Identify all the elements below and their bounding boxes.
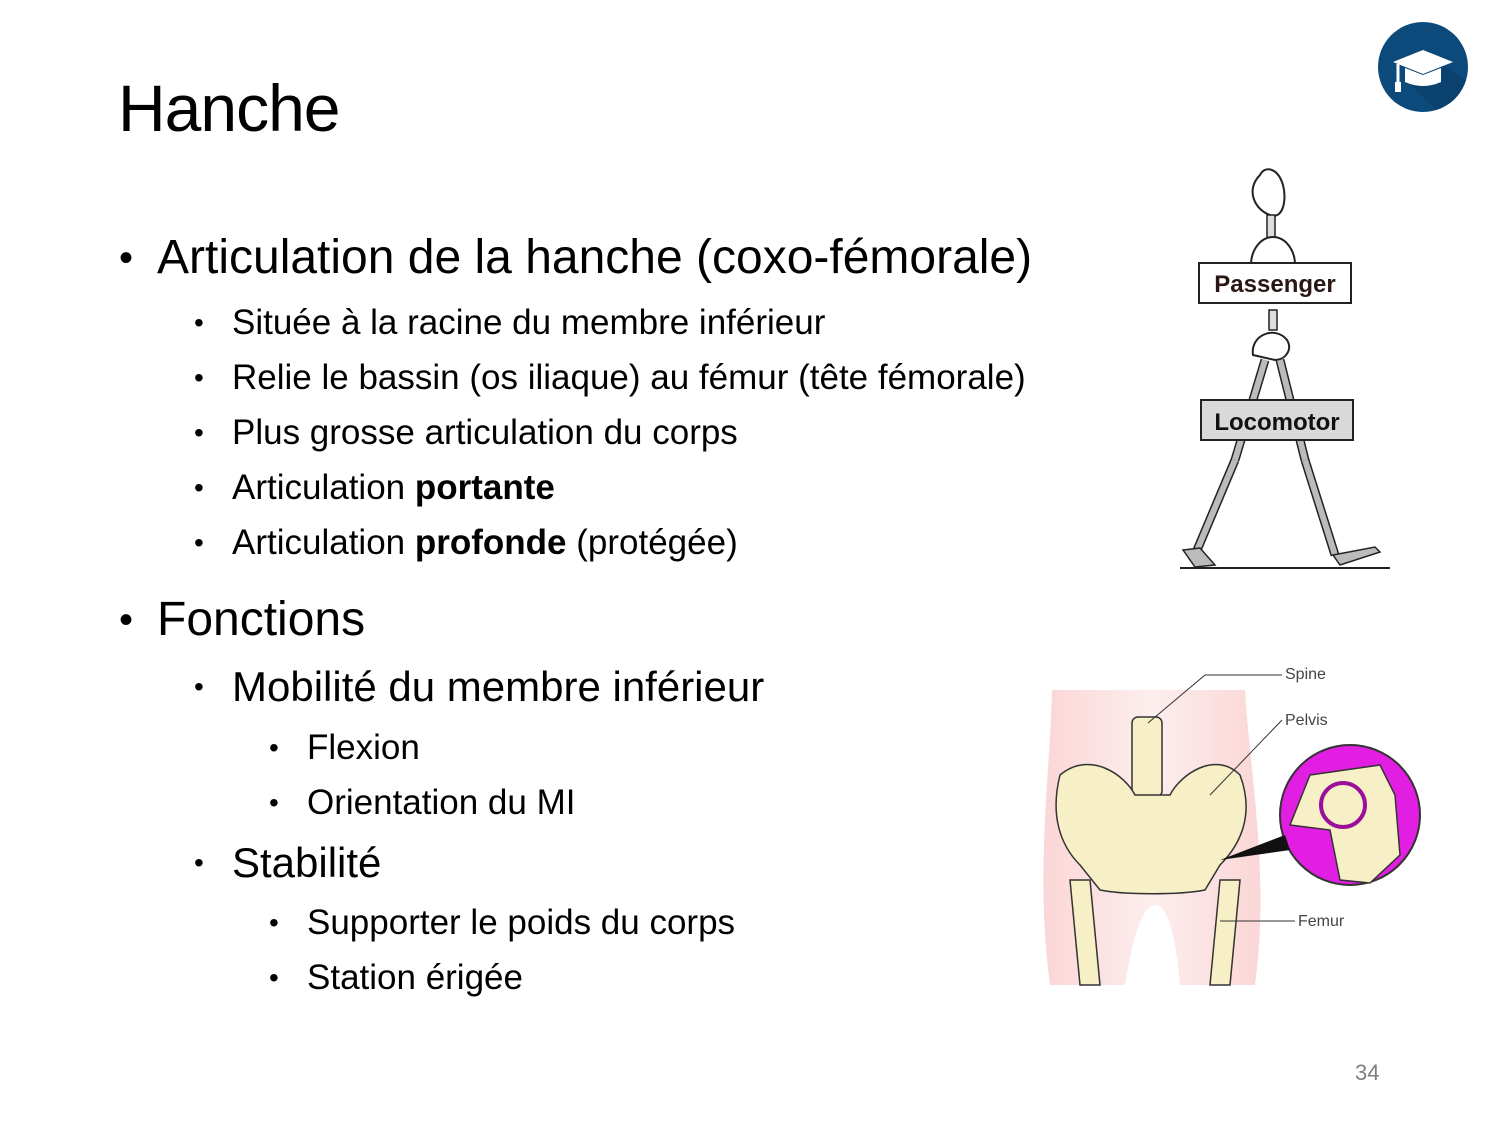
sub-bullet-text: Plus grosse articulation du corps xyxy=(232,413,738,452)
sub-sub-bullet: • Supporter le poids du corps xyxy=(269,903,736,942)
sub-sub-bullet: • Orientation du MI xyxy=(269,783,576,822)
bold-term: profonde xyxy=(414,523,567,562)
bullet-dot: • xyxy=(119,236,134,280)
walker-figure xyxy=(1175,160,1395,580)
locomotor-label: Locomotor xyxy=(1214,409,1340,436)
sub-bullet-text: Relie le bassin (os iliaque) au fémur (tête fémorale) xyxy=(232,358,1026,397)
sub-bullet: • Située à la racine du membre inférieur xyxy=(194,303,826,342)
sub-bullet: • Articulation profonde (protégée) xyxy=(194,523,738,562)
bullet-fonctions xyxy=(119,592,366,648)
sub-sub-bullet: • Flexion xyxy=(269,728,420,767)
graduation-cap-icon xyxy=(1378,22,1468,112)
bullet-dot: • xyxy=(119,598,134,642)
bullet-articulation xyxy=(119,230,1033,286)
sub-sub-bullet-text: Orientation du MI xyxy=(307,783,576,822)
sub-bullet-text: Stabilité xyxy=(232,839,382,886)
hip-anatomy-figure xyxy=(1030,655,1440,1005)
sub-bullet-text: Située à la racine du membre inférieur xyxy=(232,303,826,342)
sub-bullet: • Articulation portante xyxy=(194,468,555,507)
pelvis-label: Pelvis xyxy=(1285,712,1328,729)
section-heading: Articulation de la hanche (coxo-fémorale) xyxy=(157,231,1033,284)
sub-sub-bullet-text: Flexion xyxy=(307,728,420,767)
slide-title: Hanche xyxy=(118,71,340,145)
sub-bullet: • Relie le bassin (os iliaque) au fémur (tête fémorale) xyxy=(194,358,1026,397)
sub-sub-bullet-text: Station érigée xyxy=(307,958,523,997)
sub-bullet: • Stabilité xyxy=(194,839,382,886)
femur-label: Femur xyxy=(1298,913,1345,930)
sub-bullet-text: Articulation xyxy=(232,468,415,507)
sub-bullet-text: Articulation xyxy=(232,523,415,562)
page-number: 34 xyxy=(1355,1060,1380,1085)
sub-bullet: • Plus grosse articulation du corps xyxy=(194,413,738,452)
sub-bullet-text: Mobilité du membre inférieur xyxy=(232,663,765,710)
passenger-label: Passenger xyxy=(1214,271,1336,298)
sub-sub-bullet: • Station érigée xyxy=(269,958,523,997)
sub-bullet-text: (protégée) xyxy=(566,523,738,562)
bold-term: portante xyxy=(414,468,555,507)
section-heading: Fonctions xyxy=(157,593,366,646)
sub-sub-bullet-text: Supporter le poids du corps xyxy=(307,903,736,942)
spine-label: Spine xyxy=(1285,666,1326,683)
sub-bullet: • Mobilité du membre inférieur xyxy=(194,663,765,710)
